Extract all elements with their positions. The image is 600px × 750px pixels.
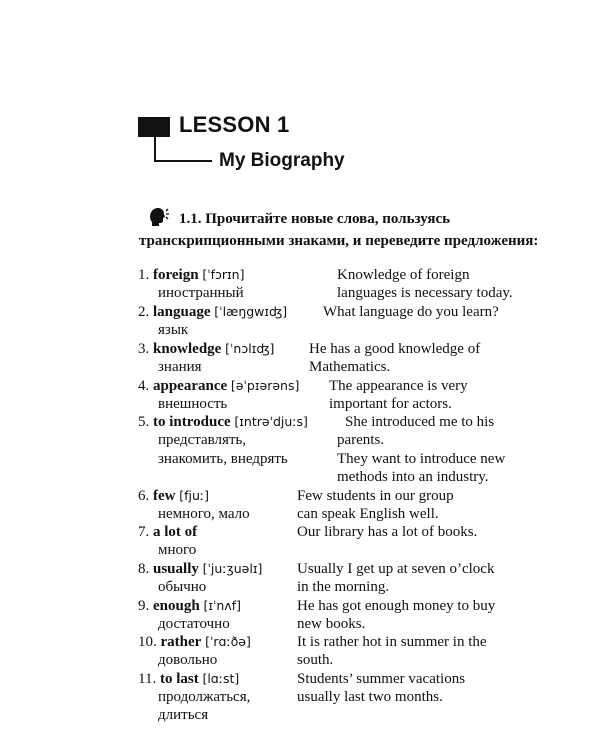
vocab-transcription: [ˈjuːʒuəlɪ] [202, 561, 263, 576]
vocab-translation: немного, мало [158, 506, 250, 522]
vocab-example-line: in the morning. [297, 579, 390, 595]
vocab-entry-2 [138, 303, 287, 321]
vocab-word: enough [153, 598, 200, 614]
task-instruction [139, 208, 559, 252]
vocab-example-line: Knowledge of foreign [337, 267, 470, 283]
vocab-transcription: [lɑːst] [202, 671, 240, 686]
vocab-example-line: Few students in our group [297, 488, 454, 504]
vocab-number: 9. [138, 598, 150, 614]
vocab-entry-6 [138, 487, 209, 505]
vocab-example-line: They want to introduce new [337, 451, 506, 467]
vocab-transcription: [ˈnɔlɪʤ] [225, 341, 275, 356]
vocab-entry-10 [138, 633, 251, 651]
vocab-transcription: [əˈpɪərəns] [230, 378, 300, 393]
vocab-example-line: methods into an industry. [337, 469, 489, 485]
vocab-example-line: She introduced me to his [345, 414, 495, 430]
vocab-example-line: Our library has a lot of books. [297, 524, 478, 540]
vocab-translation: обычно [158, 579, 207, 595]
vocab-entry-11 [138, 670, 239, 688]
vocab-example-line: important for actors. [329, 396, 452, 412]
vocab-entry-5 [138, 413, 308, 431]
vocab-word: a lot of [153, 524, 198, 540]
vocab-translation: представлять, [158, 432, 247, 448]
vocab-number: 6. [138, 488, 150, 504]
vocab-example-line: Mathematics. [309, 359, 391, 375]
vocab-translation: довольно [158, 652, 218, 668]
vocab-example-line: parents. [337, 432, 385, 448]
vocab-number: 4. [138, 378, 150, 394]
vocab-transcription: [fjuː] [179, 488, 210, 503]
vocab-example-line: He has a good knowledge of [309, 341, 481, 357]
vocab-example-line: The appearance is very [329, 378, 468, 394]
vocab-translation: внешность [158, 396, 228, 412]
vocab-number: 10. [138, 634, 157, 650]
vocab-translation: много [158, 542, 197, 558]
vocab-example-line: He has got enough money to buy [297, 598, 496, 614]
vocab-example-line: Students’ summer vacations [297, 671, 466, 687]
vocab-translation: достаточно [158, 616, 230, 632]
vocab-number: 7. [138, 524, 150, 540]
vocab-entry-1 [138, 266, 244, 284]
vocab-entry-7 [138, 523, 197, 541]
vocab-transcription: [ɪˈnʌf] [203, 598, 241, 613]
task-number: 1.1. [179, 211, 202, 227]
vocab-word: foreign [153, 267, 199, 283]
vocab-word: few [153, 488, 176, 504]
bracket-vertical [154, 136, 156, 161]
vocab-translation: знания [158, 359, 202, 375]
vocab-example-line: languages is necessary today. [337, 285, 513, 301]
vocab-number: 2. [138, 304, 150, 320]
vocab-example-line: Usually I get up at seven o’clock [297, 561, 495, 577]
vocab-number: 8. [138, 561, 150, 577]
vocab-translation: иностранный [158, 285, 244, 301]
vocab-translation: знакомить, внедрять [158, 451, 288, 467]
vocab-word: usually [153, 561, 199, 577]
vocab-translation: язык [158, 322, 189, 338]
vocab-entry-9 [138, 597, 241, 615]
vocab-example-line: south. [297, 652, 334, 668]
vocab-word: to last [159, 671, 199, 687]
vocab-number: 11. [138, 671, 157, 687]
vocab-example-line: new books. [297, 616, 366, 632]
vocab-word: appearance [153, 378, 228, 394]
vocab-word: knowledge [153, 341, 222, 357]
vocab-example-line: It is rather hot in summer in the [297, 634, 487, 650]
vocab-example-line: What language do you learn? [323, 304, 499, 320]
lesson-marker [138, 117, 170, 137]
lesson-title: LESSON 1 [179, 112, 290, 137]
vocab-example-line: can speak English well. [297, 506, 439, 522]
vocab-entry-3 [138, 340, 274, 358]
vocab-number: 1. [138, 267, 150, 283]
lesson-subtitle: My Biography [219, 150, 345, 171]
vocab-word: to introduce [153, 414, 231, 430]
vocab-translation: продолжаться, [158, 689, 251, 705]
vocab-number: 3. [138, 341, 150, 357]
vocab-transcription: [ˈrɑːðə] [205, 634, 251, 649]
vocab-word: language [153, 304, 211, 320]
vocab-entry-8 [138, 560, 262, 578]
vocab-word: rather [160, 634, 202, 650]
vocab-number: 5. [138, 414, 150, 430]
vocab-transcription: [ˈfɔrɪn] [202, 267, 245, 282]
vocab-example-line: usually last two months. [297, 689, 443, 705]
bracket-horizontal [154, 160, 212, 162]
vocab-entry-4 [138, 377, 299, 395]
vocab-translation: длиться [158, 707, 209, 723]
task-text: Прочитайте новые слова, пользуясь транскрипционными знаками, и переведите предложения: [139, 211, 539, 249]
vocab-transcription: [ɪntrəˈdjuːs] [234, 414, 308, 429]
vocab-transcription: [ˈlæŋgwɪʤ] [214, 304, 288, 319]
